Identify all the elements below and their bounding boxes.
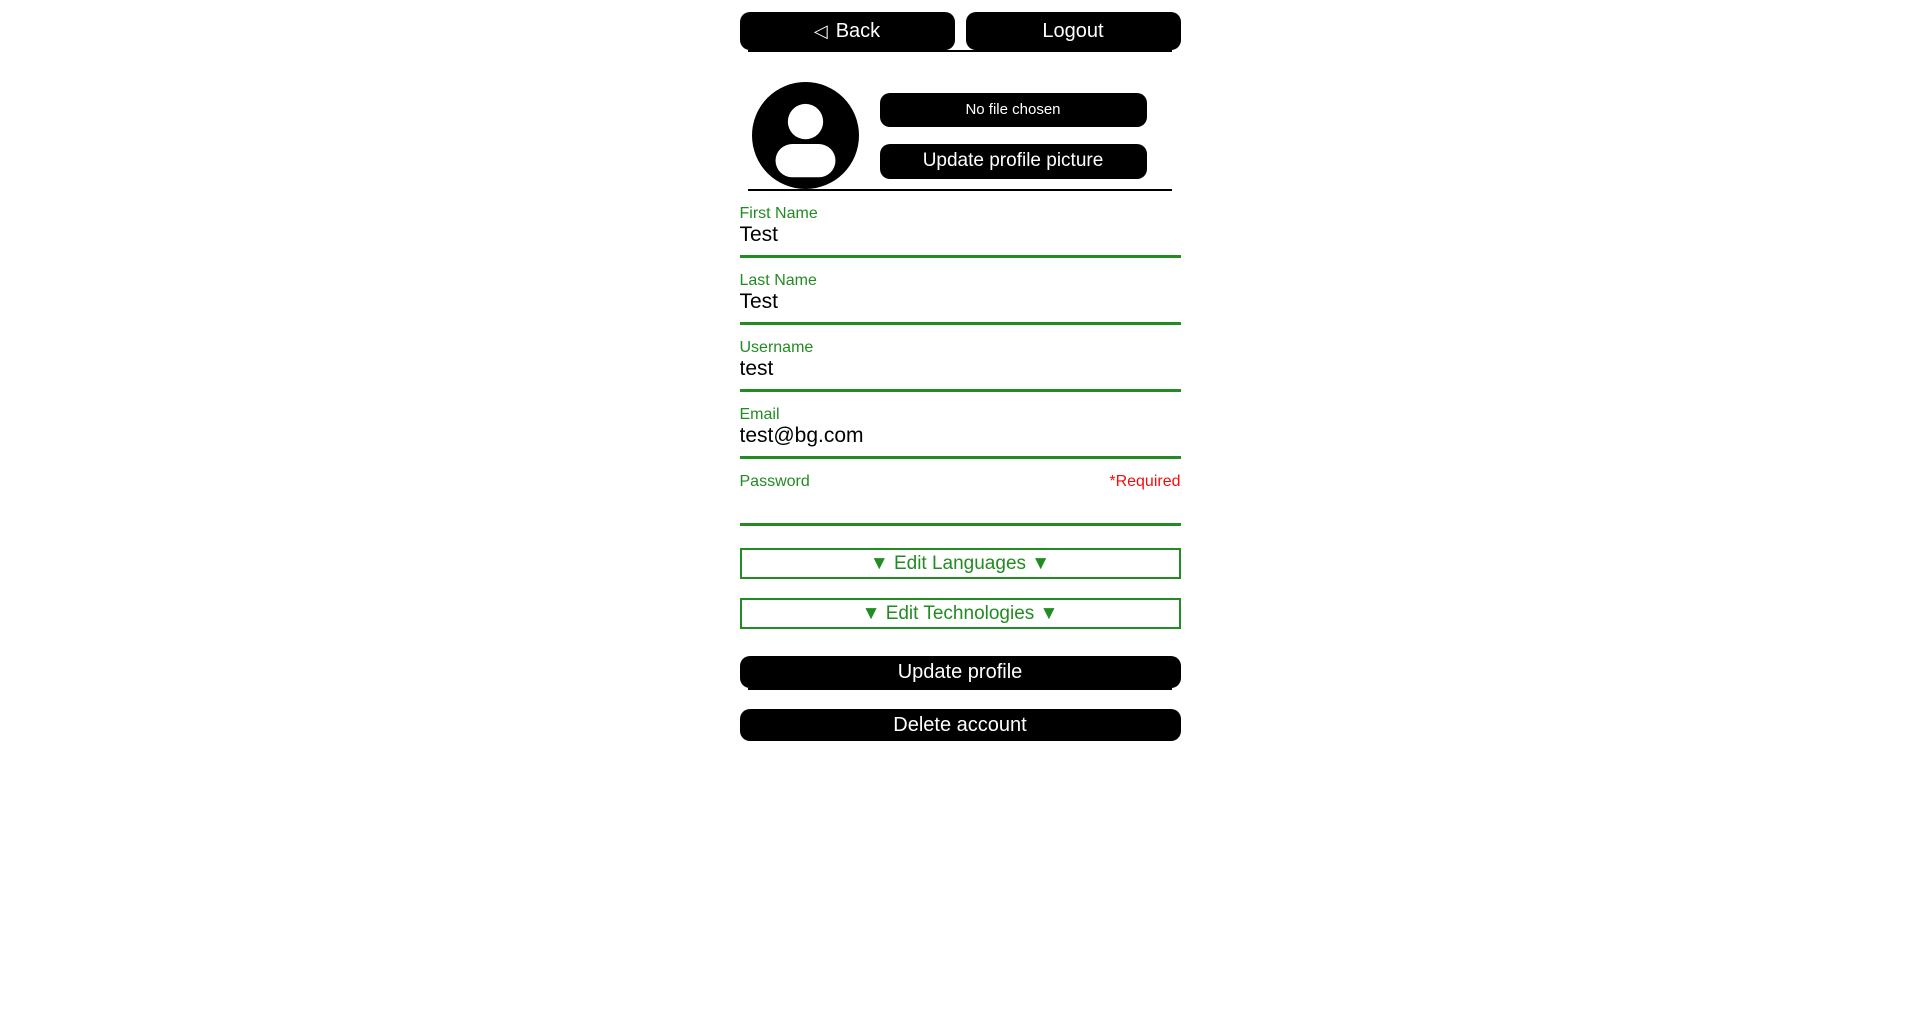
top-button-row (740, 12, 1181, 50)
profile-form (740, 205, 1181, 688)
back-arrow-icon: ◁ (813, 21, 828, 41)
update-picture-button[interactable] (880, 144, 1147, 179)
update-profile-button[interactable] (740, 656, 1181, 688)
edit-languages-button[interactable] (740, 548, 1181, 579)
edit-technologies-label: ▼ Edit Technologies ▼ (861, 602, 1059, 624)
back-button-label: Back (835, 19, 881, 42)
divider (748, 688, 1172, 690)
picture-controls (880, 93, 1147, 179)
email-label: Email (739, 406, 780, 423)
first-name-label: First Name (739, 205, 818, 222)
username-label: Username (739, 339, 814, 356)
password-label: Password (739, 473, 810, 490)
divider (748, 189, 1172, 191)
profile-picture-section (740, 82, 1181, 189)
update-profile-label: Update profile (897, 660, 1023, 683)
required-note: *Required (1109, 473, 1181, 490)
edit-languages-label: ▼ Edit Languages ▼ (869, 552, 1051, 574)
first-name-input[interactable] (740, 223, 1181, 247)
edit-technologies-button[interactable] (740, 598, 1181, 629)
username-input[interactable] (740, 357, 1181, 381)
last-name-input[interactable] (740, 290, 1181, 314)
divider (748, 50, 1172, 52)
file-chosen-label: No file chosen (965, 101, 1061, 118)
logout-button-label: Logout (1042, 19, 1104, 42)
last-name-label: Last Name (739, 272, 817, 289)
email-field-group (740, 406, 1181, 459)
profile-form-column (740, 0, 1181, 741)
logout-button[interactable] (966, 12, 1181, 50)
update-picture-label: Update profile picture (922, 150, 1104, 171)
delete-account-button[interactable] (740, 709, 1181, 741)
first-name-field-group (740, 205, 1181, 258)
back-button[interactable] (740, 12, 955, 50)
username-field-group (740, 339, 1181, 392)
password-input[interactable] (740, 491, 1181, 515)
password-label-row (740, 473, 1181, 491)
last-name-field-group (740, 272, 1181, 325)
avatar-person-icon (752, 82, 859, 189)
password-field-group (740, 473, 1181, 526)
delete-account-label: Delete account (893, 713, 1027, 736)
email-input[interactable] (740, 424, 1181, 448)
file-chosen-status[interactable] (880, 93, 1147, 127)
